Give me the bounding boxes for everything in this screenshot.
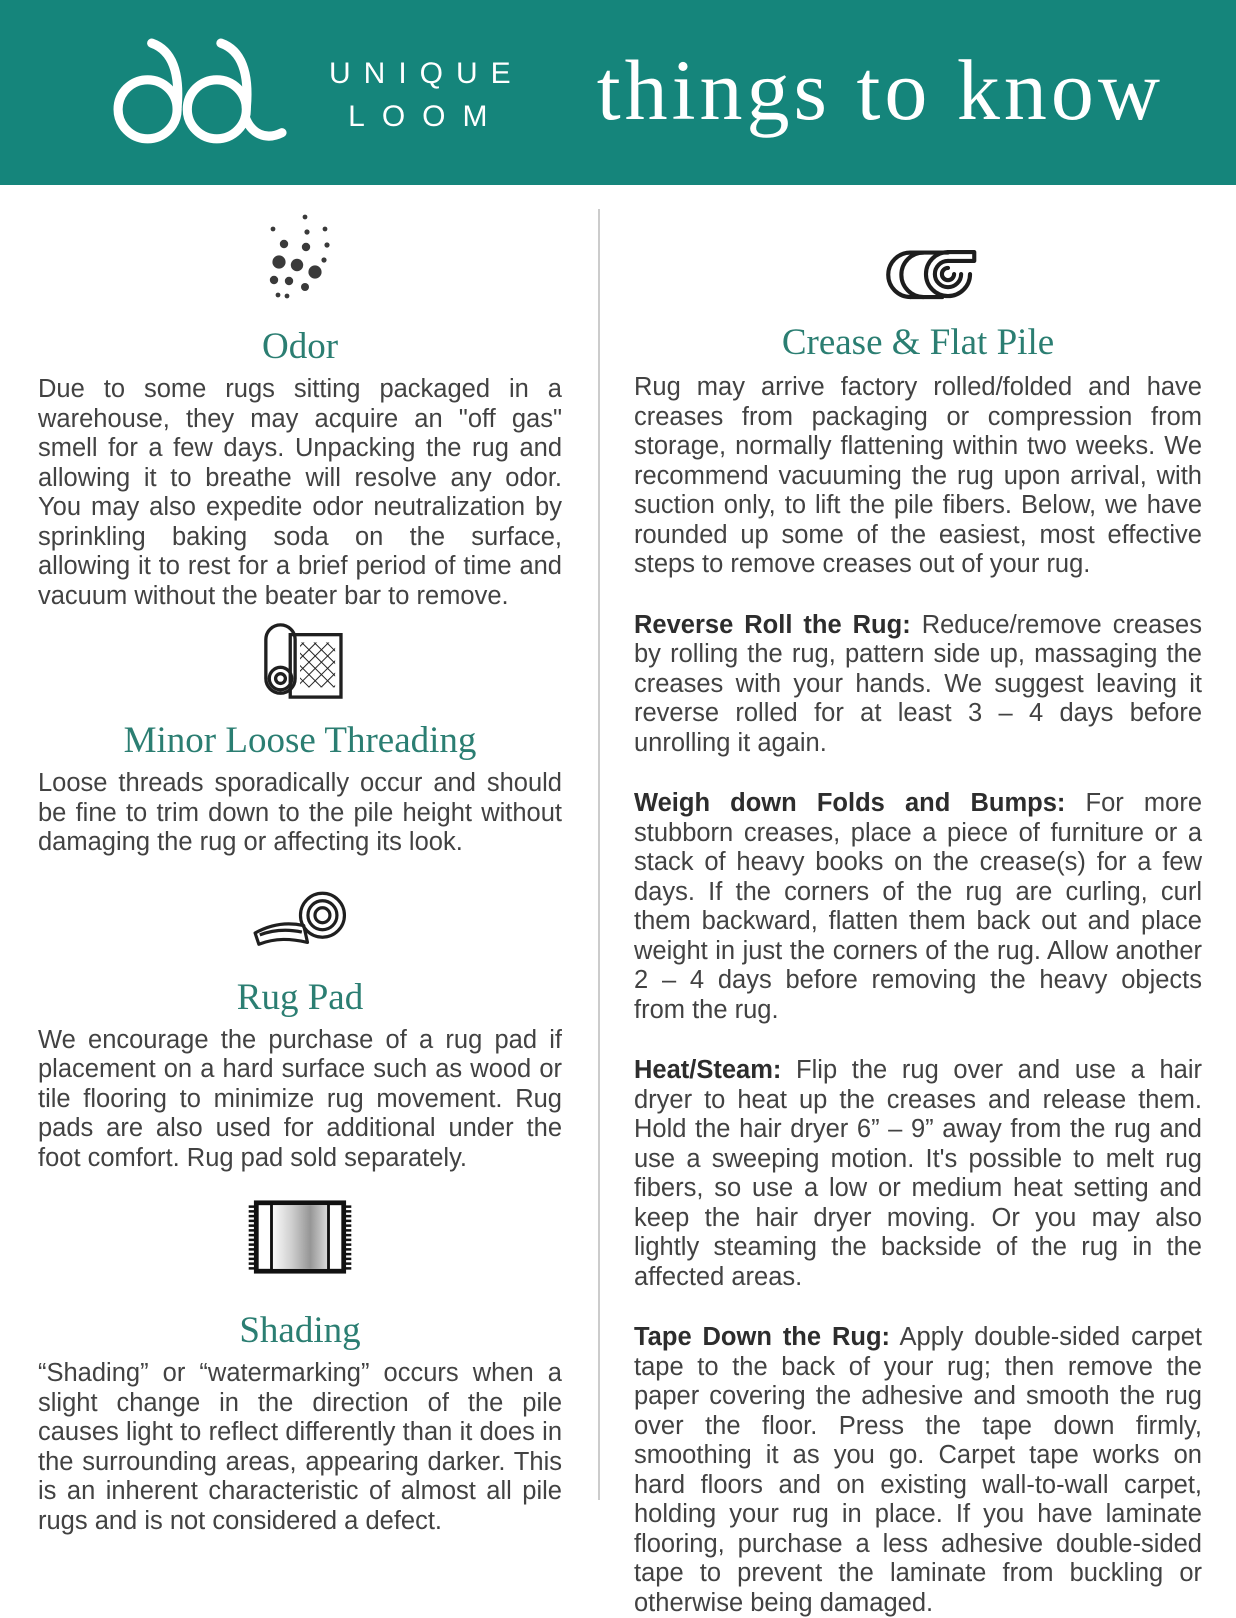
brand-name-line1: UNIQUE — [329, 57, 524, 90]
tip-weigh-down-text: For more stubborn creases, place a piece of furniture or a stack of heavy books on the crease(s) for a few days. If the corners of the rug are curling, curl them backward, flatten them back out and place weight in just the corners of the rug. Allow another 2 – 4 days before removing the heavy objects from the rug. — [634, 789, 1202, 1024]
tip-heat-steam-text: Flip the rug over and use a hair dryer to heat up the creases and release them. Hold the hair dryer 6” – 9” away from the rug and use a sweeping motion. It's possible to melt rug fibers, so use a low or medium heat setting and keep the hair dryer moving. Or you may also lightly steaming the backside of the rug in the affected areas. — [634, 1056, 1202, 1291]
tip-tape-down-text: Apply double-sided carpet tape to the back of your rug; then remove the paper covering the adhesive and smooth the rug over the floor. Press the tape down firmly, smoothing it as you go. Carpet tape works on hard floors and on existing wall-to-wall carpet, holding your rug in place. If you have laminate flooring, purchase a less adhesive double-sided tape to prevent the laminate from buckling or otherwise being damaged. — [634, 1323, 1203, 1617]
section-minor-loose-threading — [38, 621, 562, 858]
section-heading-threading: Minor Loose Threading — [123, 720, 477, 761]
odor-paragraph: Due to some rugs sitting packaged in a warehouse, they may acquire an "off gas" smell for a few days. Unpacking the rug and allowing it to breathe will resolve any odor. You may also expedite odor neutralization by sprinkling baking soda on the surface, allowing it to rest for a brief period of time and vacuum without the beater bar to remove. — [38, 375, 562, 610]
section-heading-odor: Odor — [261, 326, 339, 367]
tip-reverse-roll-text: Reduce/remove creases by rolling the rug, pattern side up, massaging the creases with your hands. We suggest leaving it reverse rolled for at least 3 – 4 days before unrolling it again. — [634, 610, 1202, 757]
rolled-rug-threading-icon — [38, 621, 562, 701]
rug-pad-roll-icon — [38, 890, 562, 948]
section-shading — [38, 1199, 562, 1536]
brand-name-line2: LOOM — [348, 100, 505, 133]
tip-weigh-down — [634, 789, 1202, 1025]
tip-heat-steam-label: Heat/Steam: — [634, 1056, 782, 1084]
fringed-rug-shading-icon — [38, 1199, 562, 1275]
section-heading-shading: Shading — [239, 1310, 361, 1351]
tip-tape-down-label: Tape Down the Rug: — [634, 1323, 891, 1351]
unique-loom-logo-icon — [96, 36, 301, 150]
section-rug-pad — [38, 890, 562, 1174]
creased-rolled-rug-icon — [634, 245, 1202, 305]
section-heading-rug-pad: Rug Pad — [236, 976, 364, 1018]
section-heading-crease: Crease & Flat Pile — [781, 322, 1055, 363]
right-column — [600, 209, 1203, 1617]
shading-paragraph: “Shading” or “watermarking” occurs when a slight change in the direction of the pile causes light to reflect differently than it does in the surrounding areas, appearing darker. This is an inherent characteristic of almost all pile rugs and is not considered a defect. — [38, 1359, 562, 1535]
tip-reverse-roll — [634, 611, 1202, 759]
tip-reverse-roll-label: Reverse Roll the Rug: — [634, 610, 911, 639]
odor-dots-icon — [38, 211, 562, 303]
header-banner — [0, 0, 1236, 185]
rug-pad-paragraph: We encourage the purchase of a rug pad if placement on a hard surface such as wood or tile flooring to minimize rug movement. Rug pads are also used for additional under the foot comfort. Rug pad sold separately. — [38, 1025, 562, 1172]
section-odor — [38, 211, 562, 611]
tip-tape-down — [634, 1323, 1202, 1618]
threading-paragraph: Loose threads sporadically occur and should be fine to trim down to the pile height without damaging the rug or affecting its look. — [38, 769, 562, 856]
crease-intro-paragraph: Rug may arrive factory rolled/folded and have creases from packaging or compression from storage, normally flattening within two weeks. We recommend vacuuming the rug upon arrival, with suction only, to lift the pile fibers. Below, we have rounded up some of the easiest, most effective steps to remove creases out of your rug. — [634, 373, 1202, 578]
content-area — [0, 185, 1236, 1617]
brand-wordmark — [329, 57, 524, 134]
page-title: things to know — [596, 41, 1164, 138]
tip-heat-steam — [634, 1056, 1202, 1292]
tip-weigh-down-label: Weigh down Folds and Bumps: — [634, 789, 1066, 817]
left-column — [38, 209, 562, 1535]
